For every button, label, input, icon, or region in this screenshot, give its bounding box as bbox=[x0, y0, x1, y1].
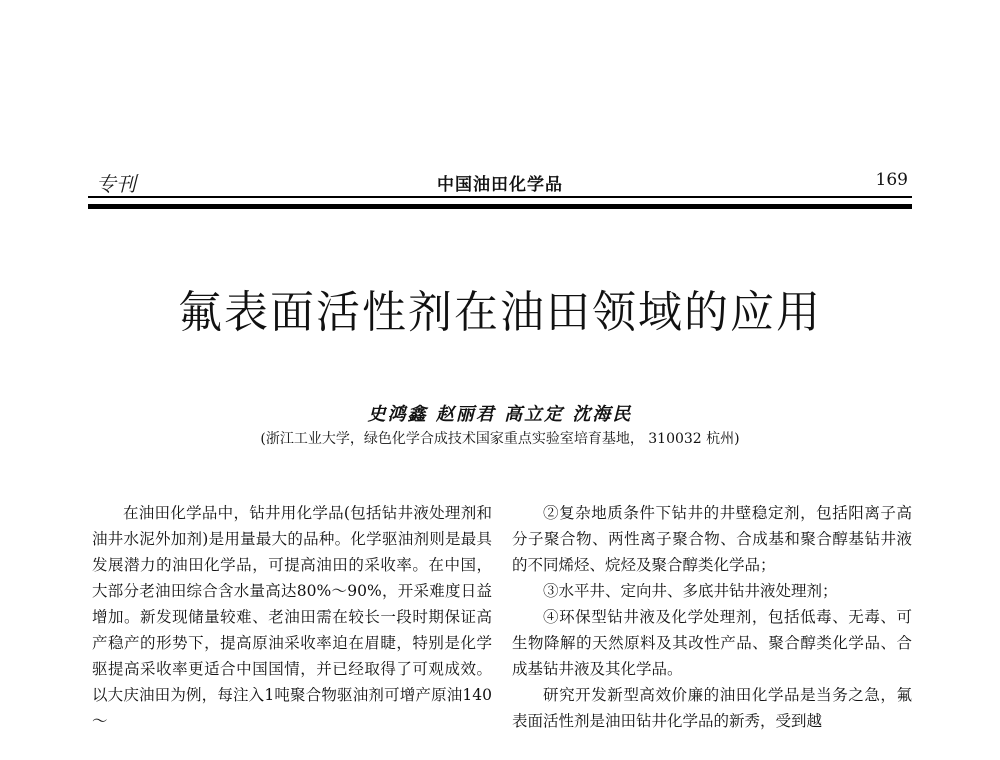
body-left-column bbox=[92, 500, 492, 734]
paragraph: 研究开发新型高效价廉的油田化学品是当务之急，氟表面活性剂是油田钻井化学品的新秀，受到越 bbox=[512, 686, 912, 730]
section-label: 专刊 bbox=[96, 172, 136, 196]
paragraph: ②复杂地质条件下钻井的井壁稳定剂，包括阳离子高分子聚合物、两性离子聚合物、合成基和聚合醇基钻井液的不同烯烃、烷烃及聚合醇类化学品； bbox=[512, 504, 912, 574]
body-right-column bbox=[512, 500, 912, 734]
header-rule-thick bbox=[88, 204, 912, 209]
article-title: 氟表面活性剂在油田领域的应用 bbox=[178, 287, 822, 338]
paragraph: ③水平井、定向井、多底井钻井液处理剂； bbox=[543, 582, 838, 600]
authors: 史鸿鑫 赵丽君 高立定 沈海民 bbox=[367, 404, 633, 425]
header-rule-thin bbox=[88, 196, 912, 198]
page-number: 169 bbox=[875, 170, 908, 190]
journal-name: 中国油田化学品 bbox=[437, 175, 563, 195]
affiliation: (浙江工业大学，绿色化学合成技术国家重点实验室培育基地， 310032 杭州) bbox=[260, 431, 740, 447]
paragraph: ④环保型钻井液及化学处理剂，包括低毒、无毒、可生物降解的天然原料及其改性产品、聚合醇类化学品、合成基钻井液及其化学品。 bbox=[512, 608, 912, 678]
paragraph: 在油田化学品中，钻井用化学品(包括钻井液处理剂和油井水泥外加剂)是用量最大的品种。化学驱油剂则是最具发展潜力的油田化学品，可提高油田的采收率。在中国，大部分老油田综合含水量高达80%～90%，开采难度日益增加。新发现储量较难、老油田需在较长一段时期保证高产稳产的形势下，提高原油采收率迫在眉睫，特别是化学驱提高采收率更适合中国国情，并已经取得了可观成效。以大庆油田为例，每注入1吨聚合物驱油剂可增产原油140 ～ bbox=[92, 504, 492, 730]
